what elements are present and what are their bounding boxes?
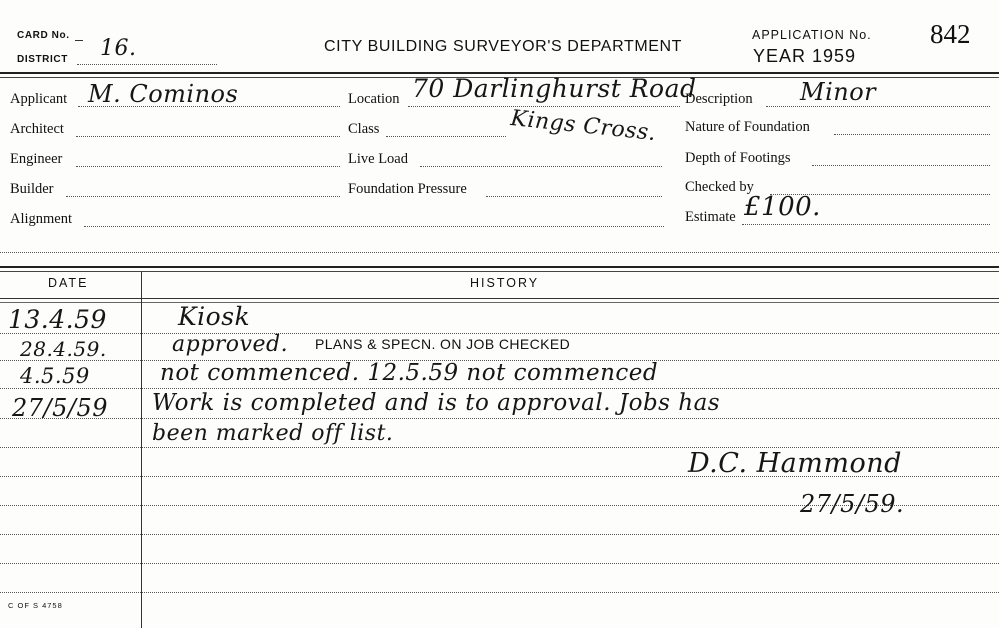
card-no-line [75,40,83,41]
row-typed-entry: PLANS & SPECN. ON JOB CHECKED [315,336,571,352]
signature-date: 27/5/59. [800,490,905,518]
row-date: 13.4.59 [8,305,107,334]
signature: D.C. Hammond [688,448,902,479]
row-line [0,418,999,419]
estimate-value: £100. [744,192,821,222]
foundation-pressure-label: Foundation Pressure [348,181,467,197]
location-value-line2: Kings Cross. [509,106,658,147]
row-entry: approved. [172,332,289,357]
row-entry: Work is completed and is to approval. Jobs has [152,390,721,416]
depth-of-footings-line [812,165,990,166]
department-title: CITY BUILDING SURVEYOR'S DEPARTMENT [324,38,683,55]
description-line [766,106,990,107]
table-header-rule [0,298,999,299]
application-number: 842 [930,19,971,49]
district-line [77,64,217,65]
location-line [408,106,680,107]
class-label: Class [348,121,380,137]
builder-line [66,196,340,197]
architect-label: Architect [10,121,64,137]
estimate-line [742,224,990,225]
row-line [0,563,999,564]
applicant-label: Applicant [10,91,68,107]
district-value: 16. [100,36,137,61]
row-entry: not commenced. 12.5.59 not commenced [160,360,659,386]
table-top-rule [0,266,999,268]
nature-of-foundation-line [834,134,990,135]
date-column-divider [141,272,142,628]
alignment-line [84,226,664,227]
row-date: 27/5/59 [12,394,109,422]
location-value: 70 Darlinghurst Road [412,74,697,103]
row-date: 28.4.59. [20,337,107,361]
district-label: DISTRICT [17,54,68,65]
card-no-label: CARD No. [17,30,70,41]
foundation-pressure-line [486,196,662,197]
row-line [0,592,999,593]
nature-of-foundation-label: Nature of Foundation [685,119,810,135]
location-label: Location [348,91,400,107]
application-no-label: APPLICATION No. [752,28,872,42]
row-line [0,333,999,334]
depth-of-footings-label: Depth of Footings [685,150,791,166]
estimate-label: Estimate [685,209,736,225]
history-column-header: HISTORY [470,276,540,290]
table-header-rule-thin [0,302,999,303]
form-code: C OF S 4758 [8,601,63,610]
engineer-label: Engineer [10,151,63,167]
row-entry: been marked off list. [152,421,394,446]
year-label: YEAR 1959 [753,46,857,66]
engineer-line [76,166,340,167]
row-line [0,388,999,389]
applicant-value: M. Cominos [88,80,239,108]
description-label: Description [685,91,753,107]
alignment-label: Alignment [10,211,73,227]
row-line [0,534,999,535]
date-column-header: DATE [48,276,89,290]
row-date: 4.5.59 [20,364,90,388]
live-load-label: Live Load [348,151,408,167]
fields-bottom-line [0,252,999,253]
table-top-rule-thin [0,271,999,272]
live-load-line [420,166,662,167]
row-entry: Kiosk [178,302,251,331]
architect-line [76,136,340,137]
class-line [386,136,506,137]
description-value: Minor [800,78,877,106]
checked-by-label: Checked by [685,179,754,195]
builder-label: Builder [10,181,54,197]
